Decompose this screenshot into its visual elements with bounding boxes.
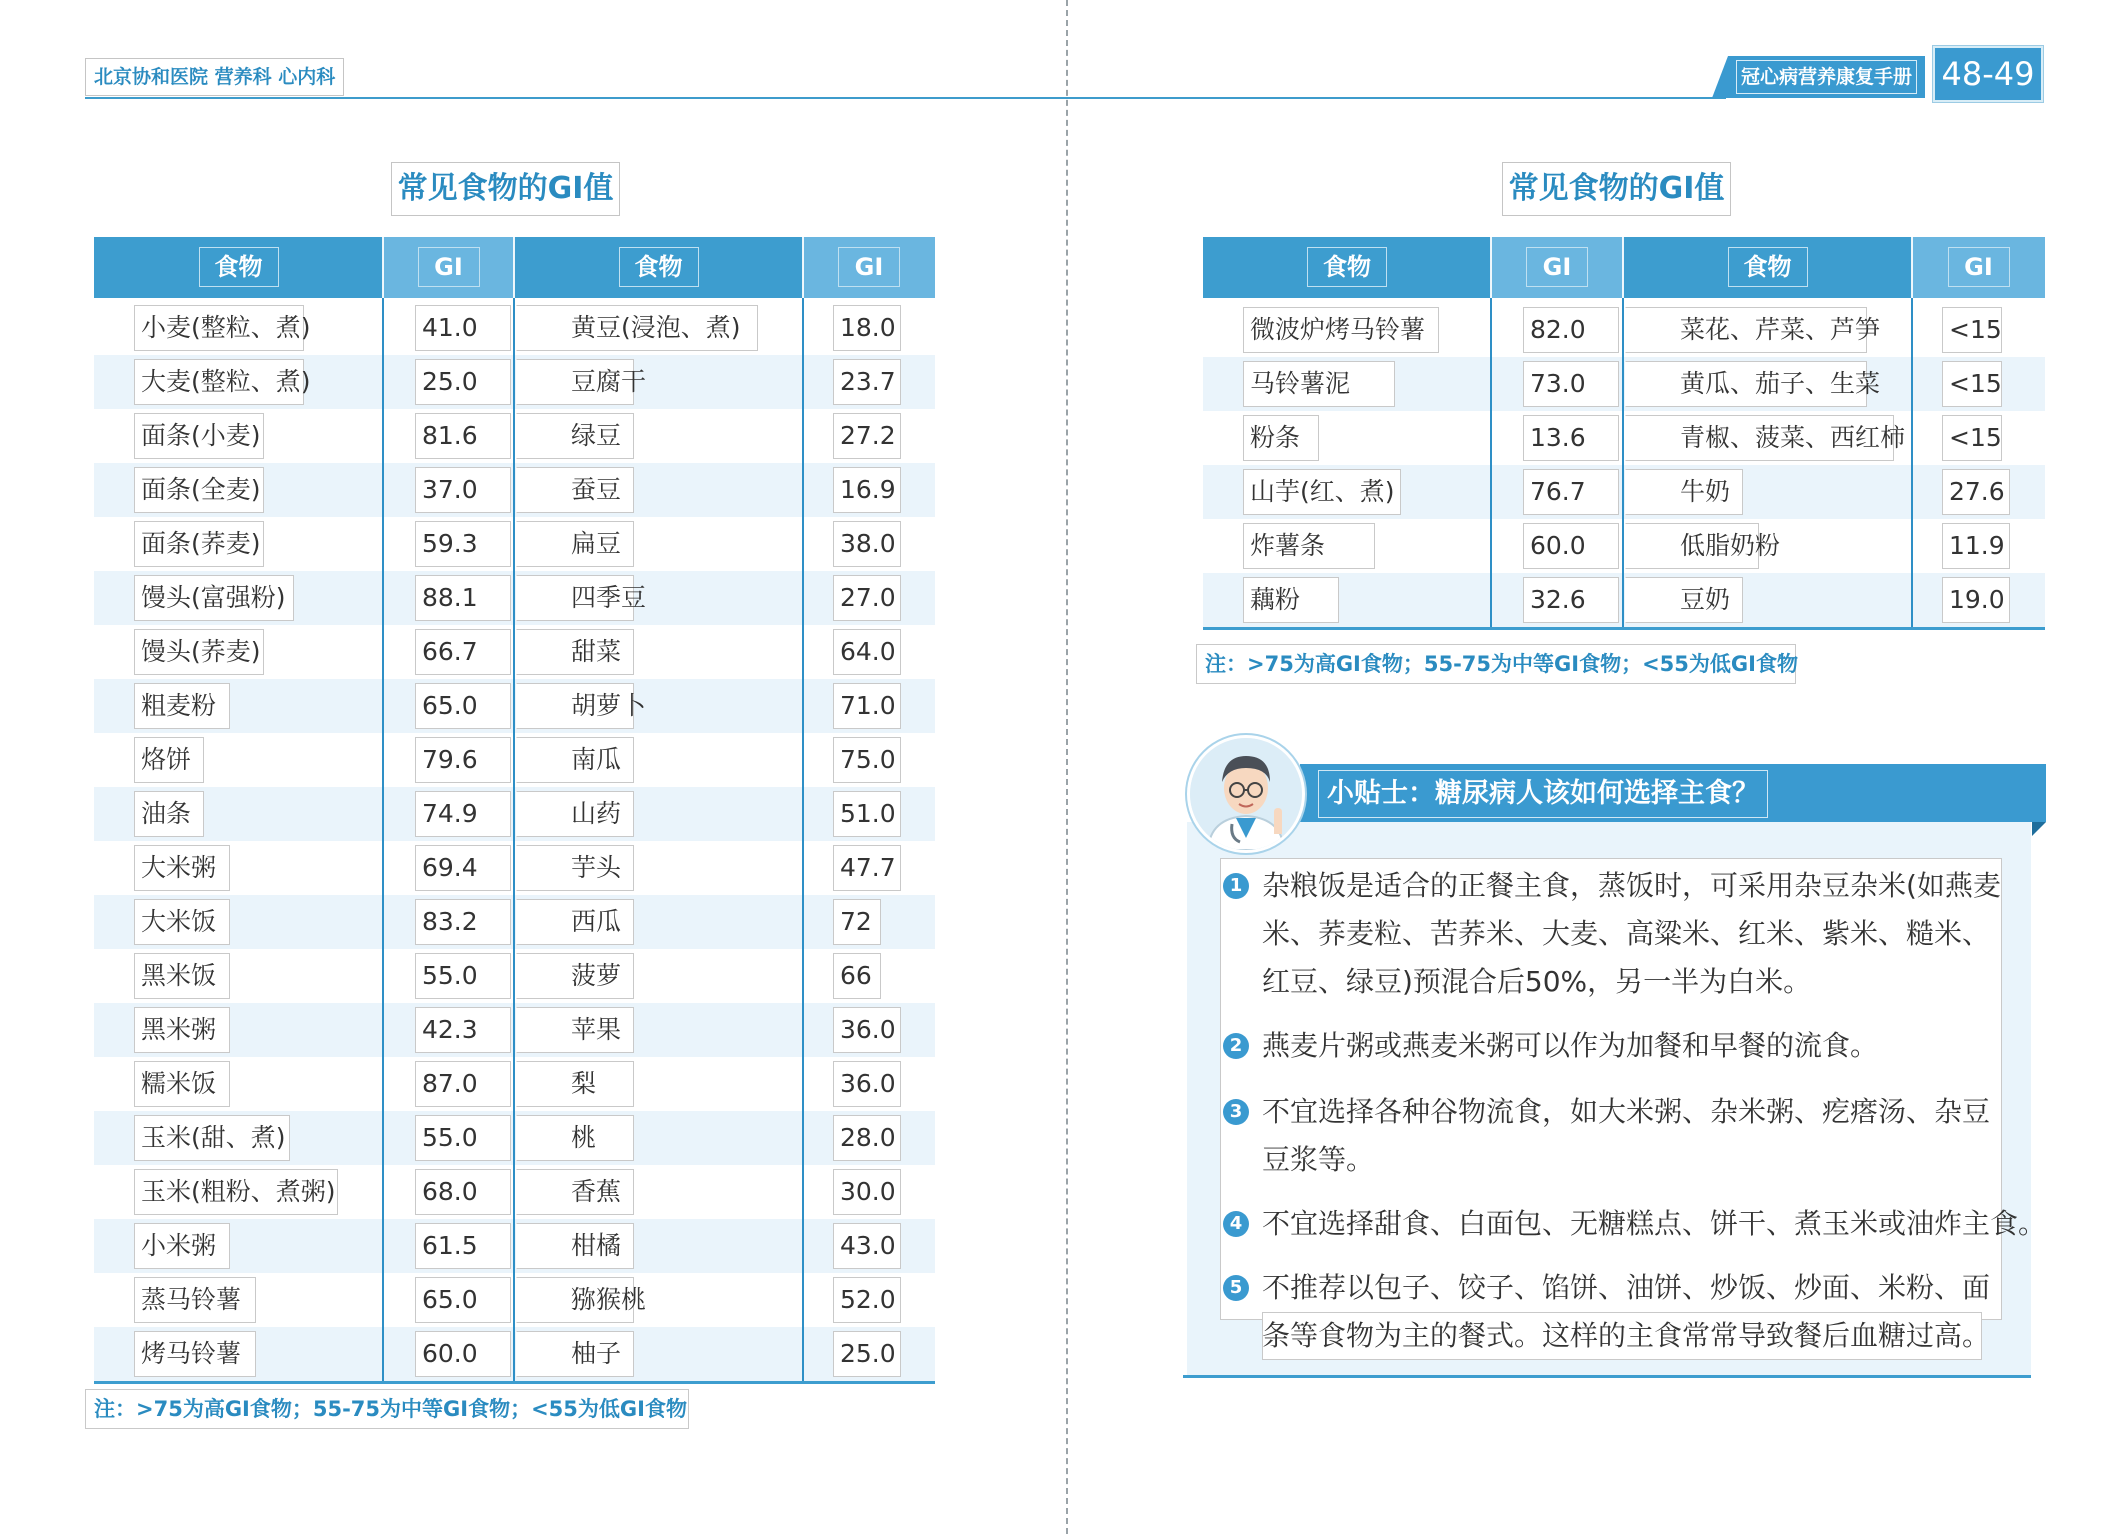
left_table-cell: 大米饭: [134, 899, 230, 945]
left_table-cell: 柑橘: [516, 1223, 634, 1269]
left_table-cell: 81.6: [415, 413, 511, 459]
left_table-cell: 大麦(整粒、煮): [134, 359, 304, 405]
left_table-cell: 66: [833, 953, 881, 999]
left_table-cell: 小米粥: [134, 1223, 230, 1269]
left_table-cell: 65.0: [415, 1277, 511, 1323]
left_table-cell: 大米粥: [134, 845, 230, 891]
left_table-cell: 桃: [516, 1115, 634, 1161]
right_table-cell: 76.7: [1523, 469, 1619, 515]
left_table-cell: 豆腐干: [516, 359, 634, 405]
left_table-cell: 60.0: [415, 1331, 511, 1377]
tip-number-1-icon: 1: [1223, 873, 1249, 899]
left_table-header-3: GI: [838, 247, 900, 287]
header-book-title: 冠心病营养康复手册: [1736, 60, 1917, 94]
right_table-cell: 11.9: [1942, 523, 2010, 569]
right_table-header-divider: [1911, 237, 1913, 298]
right_table-header-bar: [1203, 237, 2045, 298]
left_table-cell: 68.0: [415, 1169, 511, 1215]
header-rule-left: [85, 97, 1075, 99]
right_table-column-divider: [1622, 298, 1624, 627]
left_table-cell: 梨: [516, 1061, 634, 1107]
right-table-title: 常见食物的GI值: [1502, 162, 1731, 216]
left_table-cell: 47.7: [833, 845, 901, 891]
left_table-cell: 烤马铃薯: [134, 1331, 256, 1377]
left_table-cell: 馒头(荞麦): [134, 629, 264, 675]
right_table-header-3: GI: [1948, 247, 2010, 287]
left_table-cell: 馒头(富强粉): [134, 575, 294, 621]
tip-text-line: 米、荞麦粒、苦荞米、大麦、高粱米、红米、紫米、糙米、: [1262, 917, 1991, 950]
left_table-cell: 芋头: [516, 845, 634, 891]
left_table-cell: 四季豆: [516, 575, 634, 621]
left_table-cell: 猕猴桃: [516, 1277, 634, 1323]
tip-text-line: 豆浆等。: [1262, 1143, 1375, 1176]
right_table-cell: 低脂奶粉: [1625, 523, 1759, 569]
left_table-header-2: 食物: [619, 247, 699, 287]
right_table-cell: 19.0: [1942, 577, 2010, 623]
right_table-cell: 牛奶: [1625, 469, 1743, 515]
right_table-column-divider: [1911, 298, 1913, 627]
left_table-cell: 74.9: [415, 791, 511, 837]
left_table-cell: 61.5: [415, 1223, 511, 1269]
right_table-header-divider: [1622, 237, 1624, 298]
left_table-cell: 41.0: [415, 305, 511, 351]
right_table-bottom-rule: [1203, 627, 2045, 630]
right_table-cell: <15: [1942, 361, 2002, 407]
left_table-cell: 香蕉: [516, 1169, 634, 1215]
header-rule-right: [1066, 97, 1726, 99]
left_table-cell: 胡萝卜: [516, 683, 634, 729]
left_table-cell: 43.0: [833, 1223, 901, 1269]
left_table-cell: 16.9: [833, 467, 901, 513]
right_table-cell: 山芋(红、煮): [1243, 469, 1401, 515]
tip-number-3-icon: 3: [1223, 1099, 1249, 1125]
left_table-column-divider: [802, 298, 804, 1381]
right_table-cell: 黄瓜、茄子、生菜: [1625, 361, 1867, 407]
left_table-cell: 71.0: [833, 683, 901, 729]
left_table-cell: 59.3: [415, 521, 511, 567]
left_table-cell: 黑米粥: [134, 1007, 230, 1053]
tip-text-line: 红豆、绿豆)预混合后50%，另一半为白米。: [1262, 965, 1812, 998]
left_table-header-divider: [382, 237, 384, 298]
left_table-cell: 小麦(整粒、煮): [134, 305, 304, 351]
right_table-header-0: 食物: [1307, 247, 1387, 287]
left_table-header-1: GI: [418, 247, 480, 287]
right_table-cell: 13.6: [1523, 415, 1619, 461]
right_table-cell: 82.0: [1523, 307, 1619, 353]
left_table-cell: 菠萝: [516, 953, 634, 999]
left_table-cell: 52.0: [833, 1277, 901, 1323]
left_table-column-divider: [382, 298, 384, 1381]
left_table-cell: 64.0: [833, 629, 901, 675]
left_table-cell: 87.0: [415, 1061, 511, 1107]
left_table-cell: 面条(全麦): [134, 467, 264, 513]
right_table-header-2: 食物: [1728, 247, 1808, 287]
left_table-header-divider: [513, 237, 515, 298]
left_table-cell: 甜菜: [516, 629, 634, 675]
tip-text-line: 不宜选择各种谷物流食，如大米粥、杂米粥、疙瘩汤、杂豆: [1262, 1095, 1991, 1128]
left_table-cell: 25.0: [833, 1331, 901, 1377]
left_table-cell: 66.7: [415, 629, 511, 675]
tip-text-line: 条等食物为主的餐式。这样的主食常常导致餐后血糖过高。: [1262, 1319, 1991, 1352]
left_table-cell: 扁豆: [516, 521, 634, 567]
left_table-cell: 蒸马铃薯: [134, 1277, 256, 1323]
left_table-cell: 玉米(甜、煮): [134, 1115, 290, 1161]
left_table-cell: 83.2: [415, 899, 511, 945]
left_table-cell: 黄豆(浸泡、煮): [516, 305, 758, 351]
tip-number-4-icon: 4: [1223, 1211, 1249, 1237]
left_table-cell: 75.0: [833, 737, 901, 783]
doctor-avatar-icon: [1187, 735, 1305, 853]
left_table-cell: 36.0: [833, 1061, 901, 1107]
left_table-header-0: 食物: [199, 247, 279, 287]
left_table-header-divider: [802, 237, 804, 298]
left_table-cell: 黑米饭: [134, 953, 230, 999]
left_table-cell: 烙饼: [134, 737, 204, 783]
left_table-cell: 28.0: [833, 1115, 901, 1161]
tip-number-5-icon: 5: [1223, 1275, 1249, 1301]
left_table-cell: 苹果: [516, 1007, 634, 1053]
tip-number-2-icon: 2: [1223, 1033, 1249, 1059]
page-gutter: [1066, 0, 1068, 1534]
right-table-note: 注：>75为高GI食物；55-75为中等GI食物；<55为低GI食物: [1196, 644, 1796, 684]
tip-text-line: 杂粮饭是适合的正餐主食，蒸饭时，可采用杂豆杂米(如燕麦: [1262, 869, 2001, 902]
left_table-cell: 山药: [516, 791, 634, 837]
right_table-cell: 藕粉: [1243, 577, 1339, 623]
left_table-header-bar: [94, 237, 935, 298]
right_table-cell: 马铃薯泥: [1243, 361, 1395, 407]
left_table-cell: 27.2: [833, 413, 901, 459]
left_table-cell: 37.0: [415, 467, 511, 513]
tip-text-line: 不宜选择甜食、白面包、无糖糕点、饼干、煮玉米或油炸主食。: [1262, 1207, 2047, 1240]
right_table-column-divider: [1490, 298, 1492, 627]
left_table-cell: 27.0: [833, 575, 901, 621]
right_table-cell: <15: [1942, 415, 2002, 461]
left_table-cell: 面条(小麦): [134, 413, 264, 459]
right_table-cell: 粉条: [1243, 415, 1319, 461]
header-institution: 北京协和医院 营养科 心内科: [85, 58, 344, 96]
left_table-cell: 51.0: [833, 791, 901, 837]
left_table-cell: 30.0: [833, 1169, 901, 1215]
right_table-cell: 32.6: [1523, 577, 1619, 623]
left_table-cell: 蚕豆: [516, 467, 634, 513]
tip-text-line: 燕麦片粥或燕麦米粥可以作为加餐和早餐的流食。: [1262, 1029, 1879, 1062]
right_table-cell: 微波炉烤马铃薯: [1243, 307, 1439, 353]
right_table-cell: 27.6: [1942, 469, 2010, 515]
left_table-cell: 玉米(粗粉、煮粥): [134, 1169, 338, 1215]
left_table-column-divider: [513, 298, 515, 1381]
left_table-cell: 25.0: [415, 359, 511, 405]
right_table-header-divider: [1490, 237, 1492, 298]
left_table-cell: 42.3: [415, 1007, 511, 1053]
left_table-cell: 79.6: [415, 737, 511, 783]
right_table-header-1: GI: [1526, 247, 1588, 287]
left-table-title: 常见食物的GI值: [391, 162, 620, 216]
left_table-cell: 18.0: [833, 305, 901, 351]
left_table-bottom-rule: [94, 1381, 935, 1384]
left_table-cell: 88.1: [415, 575, 511, 621]
right_table-cell: 炸薯条: [1243, 523, 1375, 569]
right_table-cell: 60.0: [1523, 523, 1619, 569]
left_table-cell: 油条: [134, 791, 204, 837]
left_table-cell: 55.0: [415, 1115, 511, 1161]
left_table-cell: 南瓜: [516, 737, 634, 783]
right_table-cell: 豆奶: [1625, 577, 1743, 623]
left_table-cell: 23.7: [833, 359, 901, 405]
left_table-cell: 绿豆: [516, 413, 634, 459]
left_table-cell: 38.0: [833, 521, 901, 567]
left_table-cell: 粗麦粉: [134, 683, 230, 729]
tips-banner-fold: [2032, 822, 2046, 836]
tips-title: 小贴士：糖尿病人该如何选择主食？: [1318, 770, 1768, 818]
page-number: 48-49: [1933, 46, 2043, 102]
tips-bottom-rule: [1183, 1375, 2031, 1378]
left_table-cell: 柚子: [516, 1331, 634, 1377]
left_table-cell: 72: [833, 899, 881, 945]
right_table-cell: 菜花、芹菜、芦笋: [1625, 307, 1867, 353]
left_table-cell: 55.0: [415, 953, 511, 999]
left_table-cell: 面条(荞麦): [134, 521, 264, 567]
right_table-cell: <15: [1942, 307, 2002, 353]
tip-text-line: 不推荐以包子、饺子、馅饼、油饼、炒饭、炒面、米粉、面: [1262, 1271, 1991, 1304]
left_table-cell: 65.0: [415, 683, 511, 729]
left-table-note: 注：>75为高GI食物；55-75为中等GI食物；<55为低GI食物: [85, 1389, 689, 1429]
right_table-cell: 73.0: [1523, 361, 1619, 407]
left_table-cell: 69.4: [415, 845, 511, 891]
left_table-cell: 西瓜: [516, 899, 634, 945]
left_table-cell: 36.0: [833, 1007, 901, 1053]
right_table-cell: 青椒、菠菜、西红柿: [1625, 415, 1894, 461]
left_table-cell: 糯米饭: [134, 1061, 230, 1107]
